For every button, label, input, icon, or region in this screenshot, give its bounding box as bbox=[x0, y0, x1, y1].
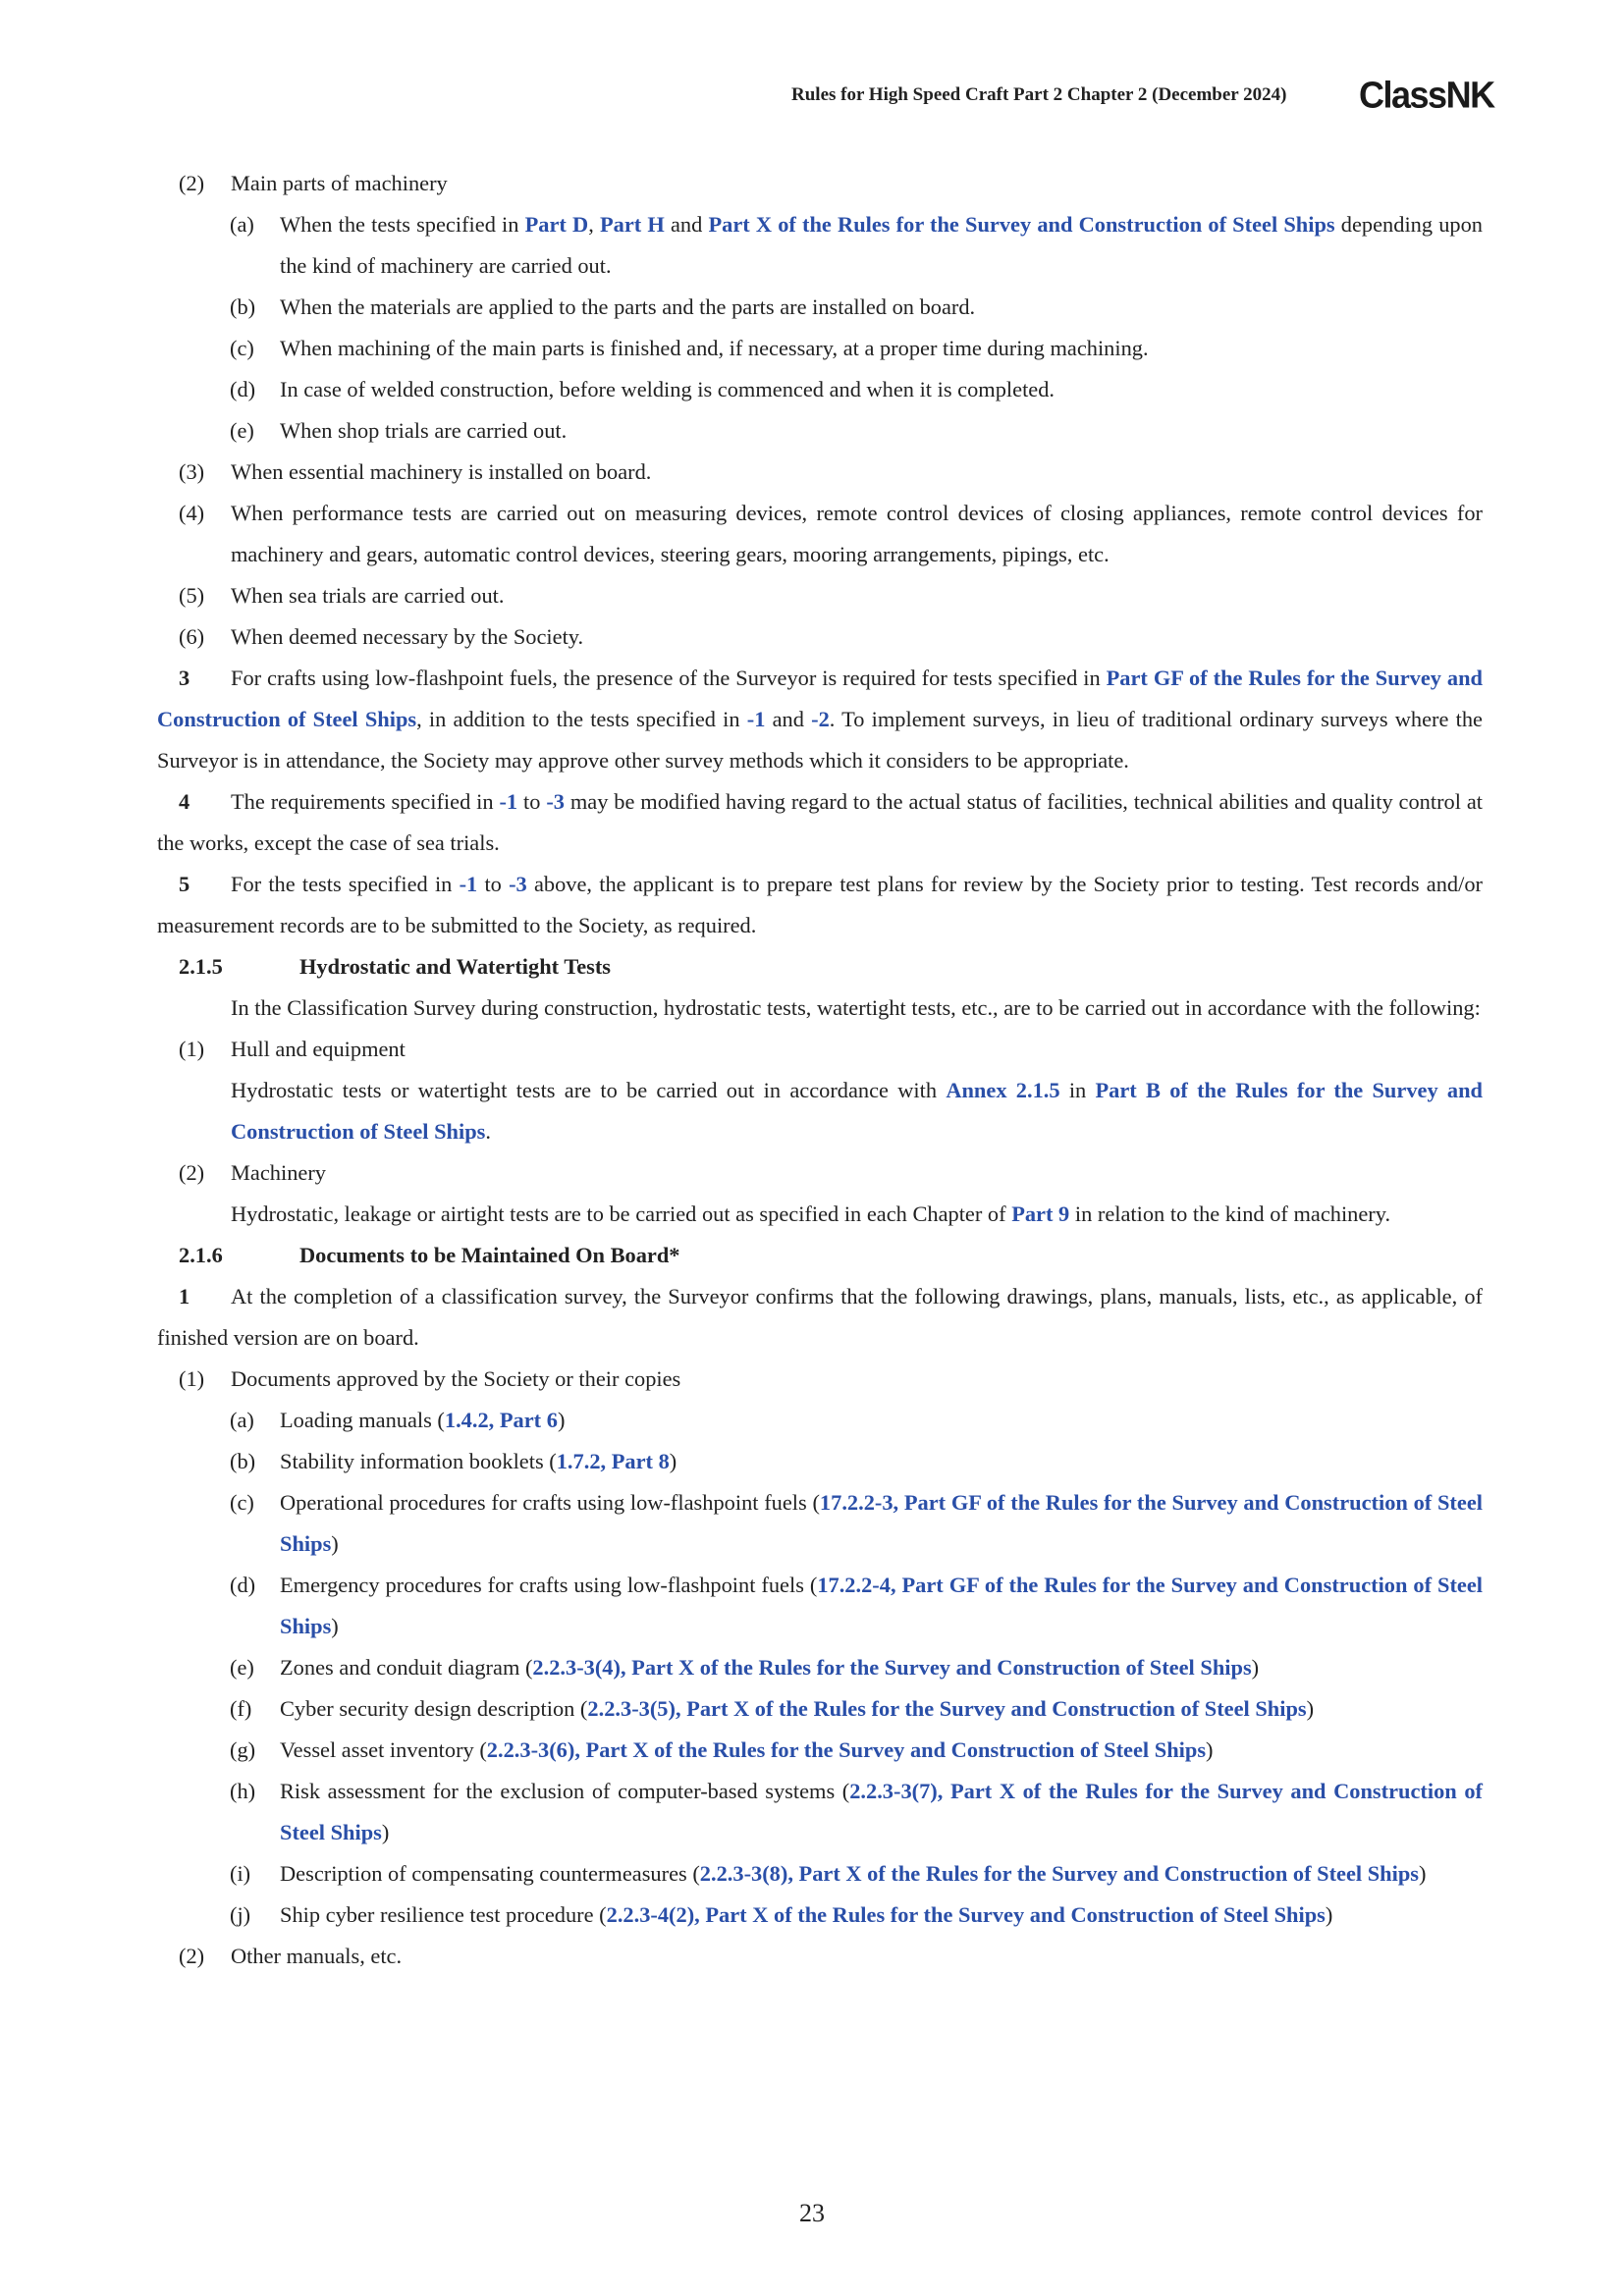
part-h-link[interactable]: Part H bbox=[599, 212, 665, 237]
ref-link[interactable]: 2.2.3-3(7), Part X of the Rules for the Survey and Construction of Steel Ships bbox=[280, 1779, 1483, 1844]
ref-link[interactable]: 2.2.3-3(6), Part X of the Rules for the Survey and Construction of Steel Ships bbox=[486, 1737, 1207, 1762]
page-header bbox=[791, 73, 1494, 118]
section-heading-2-1-5: 2.1.5 Hydrostatic and Watertight Tests bbox=[179, 954, 612, 979]
list-item: (2) Machinery bbox=[179, 1160, 326, 1185]
part-d-link[interactable]: Part D bbox=[524, 212, 589, 237]
list-item: (f) Cyber security design description (2.2.3-3(5), Part X of the Rules for the Survey and Construction of Steel Ships) bbox=[230, 1696, 1315, 1721]
ref-link[interactable]: -3 bbox=[546, 789, 565, 814]
list-item: (i) Description of compensating countermeasures (2.2.3-3(8), Part X of the Rules for the Survey and Construction of Steel Ships) bbox=[230, 1861, 1427, 1886]
list-item: (3) When essential machinery is installed on board. bbox=[179, 459, 652, 484]
list-item: (2) Main parts of machinery bbox=[179, 171, 448, 195]
ref-link[interactable]: 2.2.3-3(8), Part X of the Rules for the Survey and Construction of Steel Ships bbox=[699, 1861, 1420, 1886]
list-item: (h) Risk assessment for the exclusion of computer-based systems (2.2.3-3(7), Part X of the Rules for the Survey and Construction of Steel Ships) bbox=[230, 1779, 1483, 1844]
part-gf-link[interactable]: Part GF of the Rules for the Survey and Construction of Steel Ships bbox=[157, 666, 1484, 731]
paragraph-4: 4 The requirements specified in -1 to -3 may be modified having regard to the actual status of facilities, technical abilities and quality control at the works, except the case of sea trials. bbox=[157, 789, 1483, 855]
ref-link[interactable]: -3 bbox=[509, 872, 527, 896]
list-item: (d) In case of welded construction, before welding is commenced and when it is completed. bbox=[230, 377, 1056, 401]
ref-link[interactable]: -1 bbox=[459, 872, 478, 896]
ref-link[interactable]: 2.2.3-3(5), Part X of the Rules for the Survey and Construction of Steel Ships bbox=[587, 1696, 1307, 1721]
list-item: (e) Zones and conduit diagram (2.2.3-3(4), Part X of the Rules for the Survey and Construction of Steel Ships) bbox=[230, 1655, 1260, 1680]
list-item: (e) When shop trials are carried out. bbox=[230, 418, 568, 443]
page-number: 23 bbox=[799, 2199, 825, 2227]
list-item: (6) When deemed necessary by the Society. bbox=[179, 624, 584, 649]
list-item-body: Hydrostatic, leakage or airtight tests are to be carried out as specified in each Chapter of Part 9 in relation to the kind of machinery. bbox=[231, 1201, 1391, 1226]
ref-link[interactable]: 17.2.2-3, Part GF of the Rules for the Survey and Construction of Steel Ships bbox=[280, 1490, 1483, 1556]
list-item: (g) Vessel asset inventory (2.2.3-3(6), Part X of the Rules for the Survey and Construction of Steel Ships) bbox=[230, 1737, 1214, 1762]
list-item: (b) When the materials are applied to the parts and the parts are installed on board. bbox=[230, 294, 976, 319]
section-heading-2-1-6: 2.1.6 Documents to be Maintained On Board* bbox=[179, 1243, 680, 1267]
list-item: (c) Operational procedures for crafts using low-flashpoint fuels (17.2.2-3, Part GF of the Rules for the Survey and Construction of Steel Ships) bbox=[230, 1490, 1483, 1556]
list-item: (4) When performance tests are carried out on measuring devices, remote control devices of closing appliances, remote control devices for machinery and gears, automatic control devices, steering gears, mooring arrangements, pipings, etc. bbox=[179, 501, 1483, 566]
paragraph-1: 1 At the completion of a classification survey, the Surveyor confirms that the following drawings, plans, manuals, lists, etc., as applicable, of finished version are on board. bbox=[157, 1284, 1483, 1350]
ref-link[interactable]: 1.4.2, Part 6 bbox=[444, 1408, 558, 1432]
part-9-link[interactable]: Part 9 bbox=[1011, 1201, 1070, 1226]
list-item-body: Hydrostatic tests or watertight tests are to be carried out in accordance with Annex 2.1.5 in Part B of the Rules for the Survey and Construction of Steel Ships. bbox=[231, 1078, 1483, 1144]
list-item: (5) When sea trials are carried out. bbox=[179, 583, 505, 608]
list-item: (j) Ship cyber resilience test procedure (2.2.3-4(2), Part X of the Rules for the Survey and Construction of Steel Ships) bbox=[230, 1902, 1333, 1927]
list-item: (d) Emergency procedures for crafts using low-flashpoint fuels (17.2.2-4, Part GF of the Rules for the Survey and Construction of Steel Ships) bbox=[230, 1573, 1483, 1638]
list-item: (b) Stability information booklets (1.7.2, Part 8) bbox=[230, 1449, 677, 1473]
ref-link[interactable]: -1 bbox=[499, 789, 518, 814]
list-item: (2) Other manuals, etc. bbox=[179, 1944, 403, 1968]
header-title: Rules for High Speed Craft Part 2 Chapter 2 (December 2024) bbox=[791, 84, 1287, 105]
paragraph-3: 3 For crafts using low-flashpoint fuels, the presence of the Surveyor is required for tests specified in Part GF of the Rules for the Survey and Construction of Steel Ships, in addition to the tests specified in -1 and -2. To implement surveys, in lieu of traditional ordinary surveys where the Surveyor is in attendance, the Society may approve other survey methods which it considers to be appropriate. bbox=[157, 666, 1484, 773]
ref-link[interactable]: -1 bbox=[746, 707, 766, 731]
list-item: (a) Loading manuals (1.4.2, Part 6) bbox=[230, 1408, 566, 1432]
ref-link[interactable]: 1.7.2, Part 8 bbox=[556, 1449, 670, 1473]
ref-link[interactable]: 2.2.3-3(4), Part X of the Rules for the Survey and Construction of Steel Ships bbox=[532, 1655, 1252, 1680]
list-item: (1) Documents approved by the Society or their copies bbox=[179, 1366, 681, 1391]
document-body bbox=[157, 163, 1483, 1977]
part-x-link[interactable]: Part X of the Rules for the Survey and Construction of Steel Ships bbox=[708, 212, 1335, 237]
paragraph-5: 5 For the tests specified in -1 to -3 above, the applicant is to prepare test plans for review by the Society prior to testing. Test records and/or measurement records are to be submitted to the Society, as required. bbox=[157, 872, 1483, 937]
annex-link[interactable]: Annex 2.1.5 bbox=[946, 1078, 1060, 1102]
ref-link[interactable]: 2.2.3-4(2), Part X of the Rules for the Survey and Construction of Steel Ships bbox=[606, 1902, 1326, 1927]
list-item: (a) When the tests specified in Part D, Part H and Part X of the Rules for the Survey and Construction of Steel Ships depending upon the kind of machinery are carried out. bbox=[230, 212, 1483, 278]
section-intro: In the Classification Survey during construction, hydrostatic tests, watertight tests, etc., are to be carried out in accordance with the following: bbox=[231, 995, 1481, 1020]
ref-link[interactable]: 17.2.2-4, Part GF of the Rules for the Survey and Construction of Steel Ships bbox=[280, 1573, 1483, 1638]
list-item: (1) Hull and equipment bbox=[179, 1037, 406, 1061]
list-item: (c) When machining of the main parts is finished and, if necessary, at a proper time during machining. bbox=[230, 336, 1149, 360]
ref-link[interactable]: -2 bbox=[811, 707, 830, 731]
classnk-logo: ClassNK bbox=[1359, 73, 1494, 116]
part-b-link[interactable]: Part B of the Rules for the Survey and Construction of Steel Ships bbox=[231, 1078, 1483, 1144]
